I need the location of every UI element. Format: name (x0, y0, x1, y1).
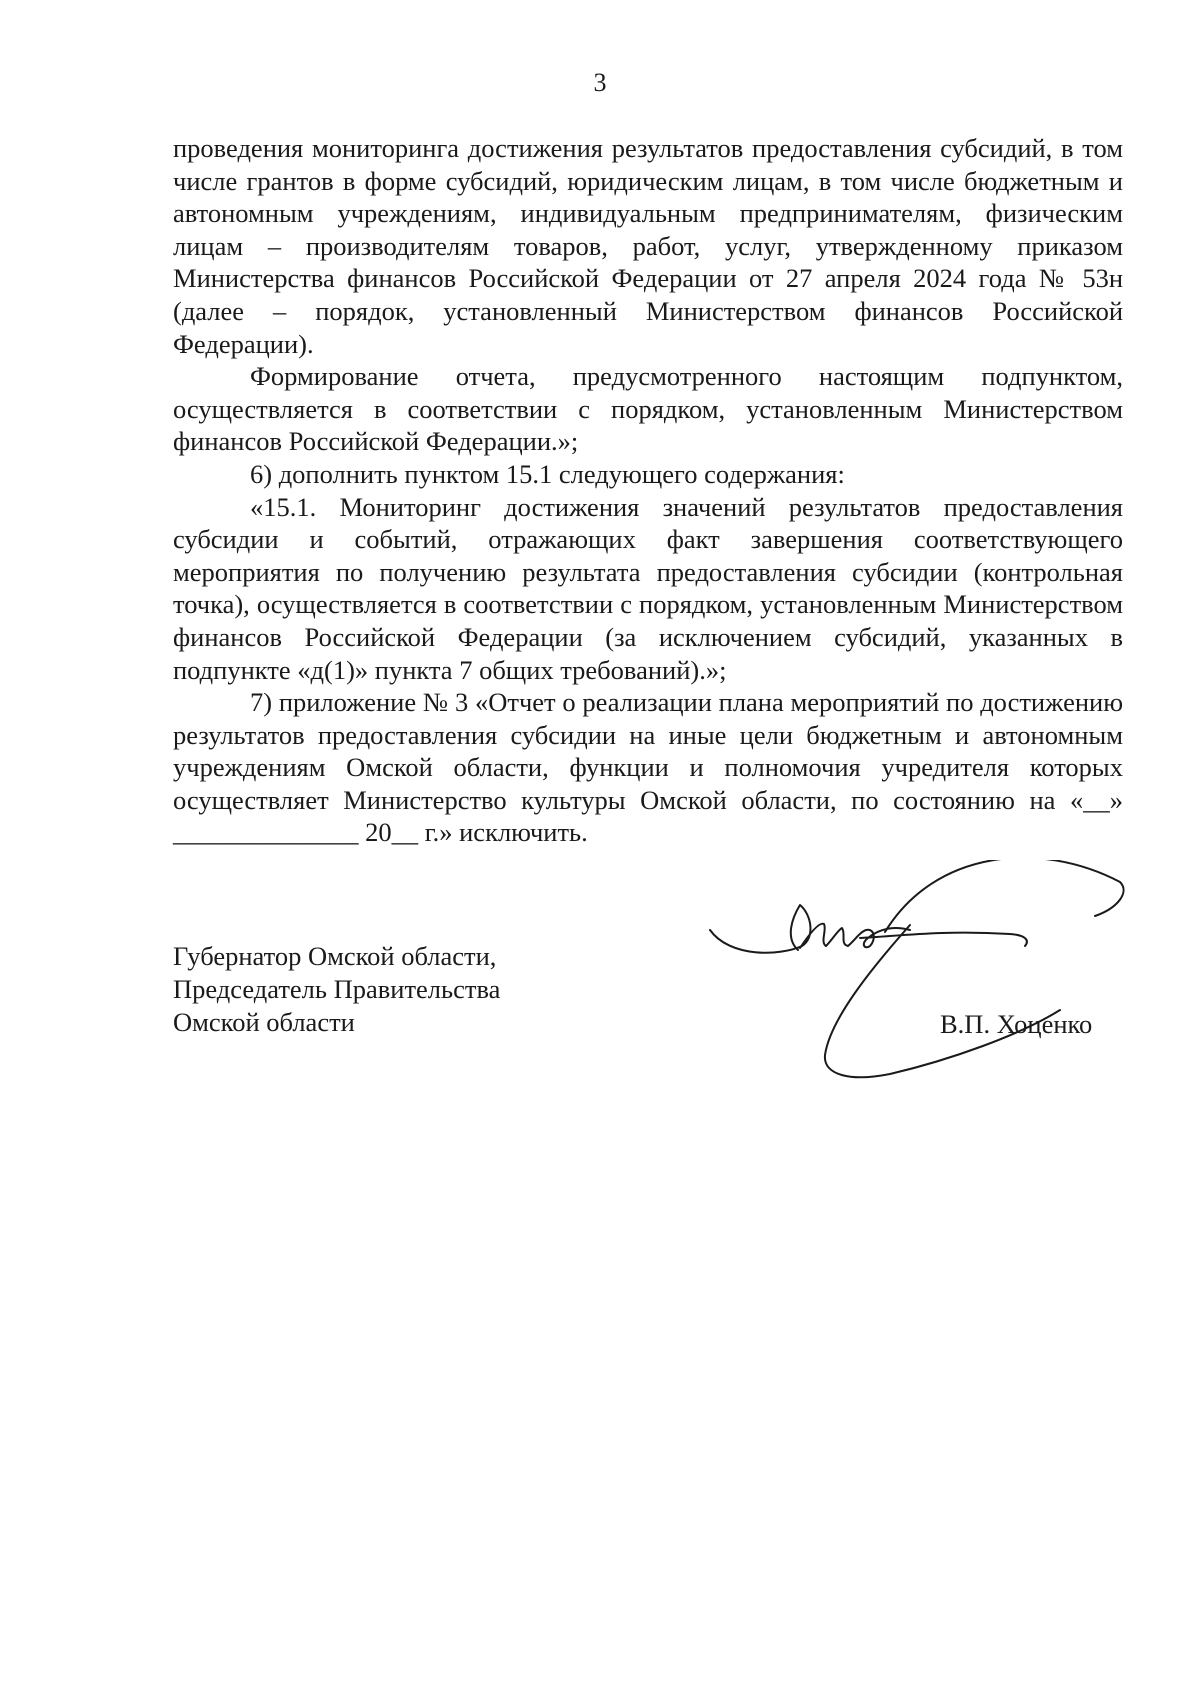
paragraph: 6) дополнить пунктом 15.1 следующего содержания: (250, 458, 845, 489)
position-line: Омской области (173, 1007, 355, 1037)
signatory-position (173, 940, 500, 1039)
handwritten-signature (700, 860, 1140, 1090)
position-line: Губернатор Омской области, (173, 941, 497, 971)
paragraph: Формирование отчета, предусмотренного настоящим подпунктом, осуществляется в соответствии с порядком, установленным Министерством финансов Российской Федерации.»; (173, 361, 1123, 457)
paragraph: «15.1. Мониторинг достижения значений результатов предоставления субсидии и событий, отражающих факт завершения соответствующего мероприятия по получению результата предоставления субсидии (контрольная точка), осуществляется в соответствии с порядком, установленным Министерством финансов Российской Федерации (за исключением субсидий, указанных в подпункте «д(1)» пункта 7 общих требований).»; (173, 491, 1123, 685)
signatory-name: В.П. Хоценко (940, 1009, 1093, 1039)
position-line: Председатель Правительства (173, 974, 501, 1004)
paragraph: проведения мониторинга достижения результатов предоставления субсидий, в том числе грантов в форме субсидий, юридическим лицам, в том числе бюджетным и автономным учреждениям, индивидуальным предпринимателям, физическим лицам – производителям товаров, работ, услуг, утвержденному приказом Министерства финансов Российской Федерации от 27 апреля 2024 года № 53н (далее – порядок, установленный Министерством финансов Российской Федерации). (173, 133, 1123, 359)
document-body (173, 132, 1123, 849)
paragraph: 7) приложение № 3 «Отчет о реализации плана мероприятий по достижению результатов предоставления субсидии на иные цели бюджетным и автономным учреждениям Омской области, функции и полномочия учредителя которых осуществляет Министерство культуры Омской области, по состоянию на «__» ______________ 20__ г.» исключить. (173, 687, 1123, 848)
page-number: 3 (593, 68, 607, 97)
